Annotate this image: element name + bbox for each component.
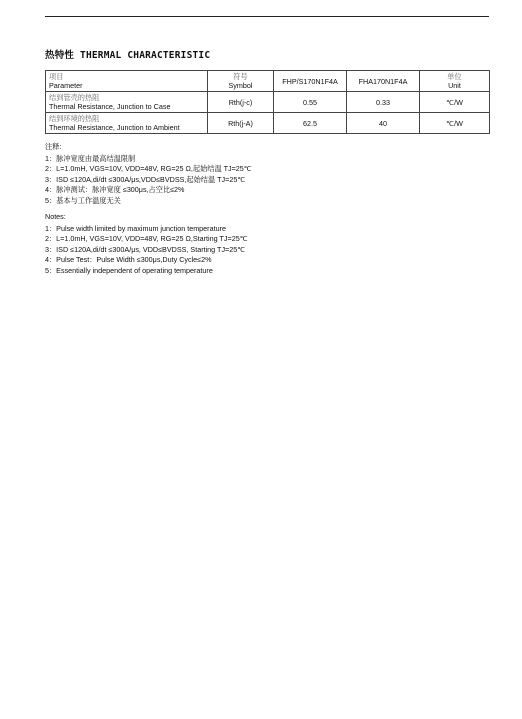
- row-symbol: Rth(j-A): [208, 113, 274, 134]
- notes-english-heading: Notes:: [45, 212, 66, 221]
- row-parameter: [46, 92, 208, 113]
- note-item: 5：Essentially independent of operating temperature: [45, 265, 213, 275]
- note-item: 1：脉冲宽度由最高结温限制: [45, 153, 136, 163]
- header-parameter-cn: 项目: [49, 72, 64, 81]
- row-parameter-cn: 结到管壳的热阻: [49, 93, 100, 102]
- row-parameter-en: Thermal Resistance, Junction to Case: [49, 102, 171, 111]
- header-col2: FHA170N1F4A: [347, 71, 420, 92]
- header-symbol-cn: 符号: [233, 72, 248, 81]
- header-unit: [420, 71, 490, 92]
- row-value-col2: 40: [347, 113, 420, 134]
- thermal-characteristic-table: [45, 70, 490, 134]
- note-item: 4：脉冲测试：脉冲宽度 ≤300μs,占空比≤2%: [45, 185, 185, 195]
- row-unit: ℃/W: [420, 92, 490, 113]
- notes-chinese: [45, 142, 252, 207]
- notes-english: [45, 212, 248, 277]
- table-row: [46, 113, 490, 134]
- header-col1: FHP/S170N1F4A: [274, 71, 347, 92]
- note-item: 3：ISD ≤120A,di/dt ≤300A/μs,VDD≤BVDSS,起始结温 TJ=25℃: [45, 174, 246, 184]
- header-parameter: [46, 71, 208, 92]
- note-item: 1：Pulse width limited by maximum junction temperature: [45, 223, 226, 233]
- header-symbol-en: Symbol: [228, 81, 253, 90]
- note-item: 2：L=1.0mH, VGS=10V, VDD=48V, RG=25 Ω,Starting TJ=25℃: [45, 234, 248, 244]
- row-parameter-cn: 结到环境的热阻: [49, 114, 100, 123]
- header-unit-cn: 单位: [447, 72, 462, 81]
- table-row: [46, 92, 490, 113]
- section-title: 热特性 THERMAL CHARACTERISTIC: [45, 50, 211, 61]
- row-parameter: [46, 113, 208, 134]
- header-parameter-en: Parameter: [49, 81, 83, 90]
- row-unit: ℃/W: [420, 113, 490, 134]
- row-parameter-en: Thermal Resistance, Junction to Ambient: [49, 123, 180, 132]
- note-item: 5：基本与工作温度无关: [45, 195, 121, 205]
- header-symbol: [208, 71, 274, 92]
- note-item: 3：ISD ≤120A,di/dt ≤300A/μs, VDD≤BVDSS, Starting TJ=25℃: [45, 244, 246, 254]
- row-symbol: Rth(j-c): [208, 92, 274, 113]
- header-unit-en: Unit: [448, 81, 461, 90]
- table-header-row: [46, 71, 490, 92]
- row-value-col1: 62.5: [274, 113, 347, 134]
- top-rule: [45, 16, 489, 17]
- row-value-col2: 0.33: [347, 92, 420, 113]
- notes-chinese-heading: 注释:: [45, 142, 62, 151]
- note-item: 4：Pulse Test：Pulse Width ≤300μs,Duty Cycle≤2%: [45, 255, 212, 265]
- row-value-col1: 0.55: [274, 92, 347, 113]
- note-item: 2：L=1.0mH, VGS=10V, VDD=48V, RG=25 Ω,起始结温 TJ=25℃: [45, 164, 252, 174]
